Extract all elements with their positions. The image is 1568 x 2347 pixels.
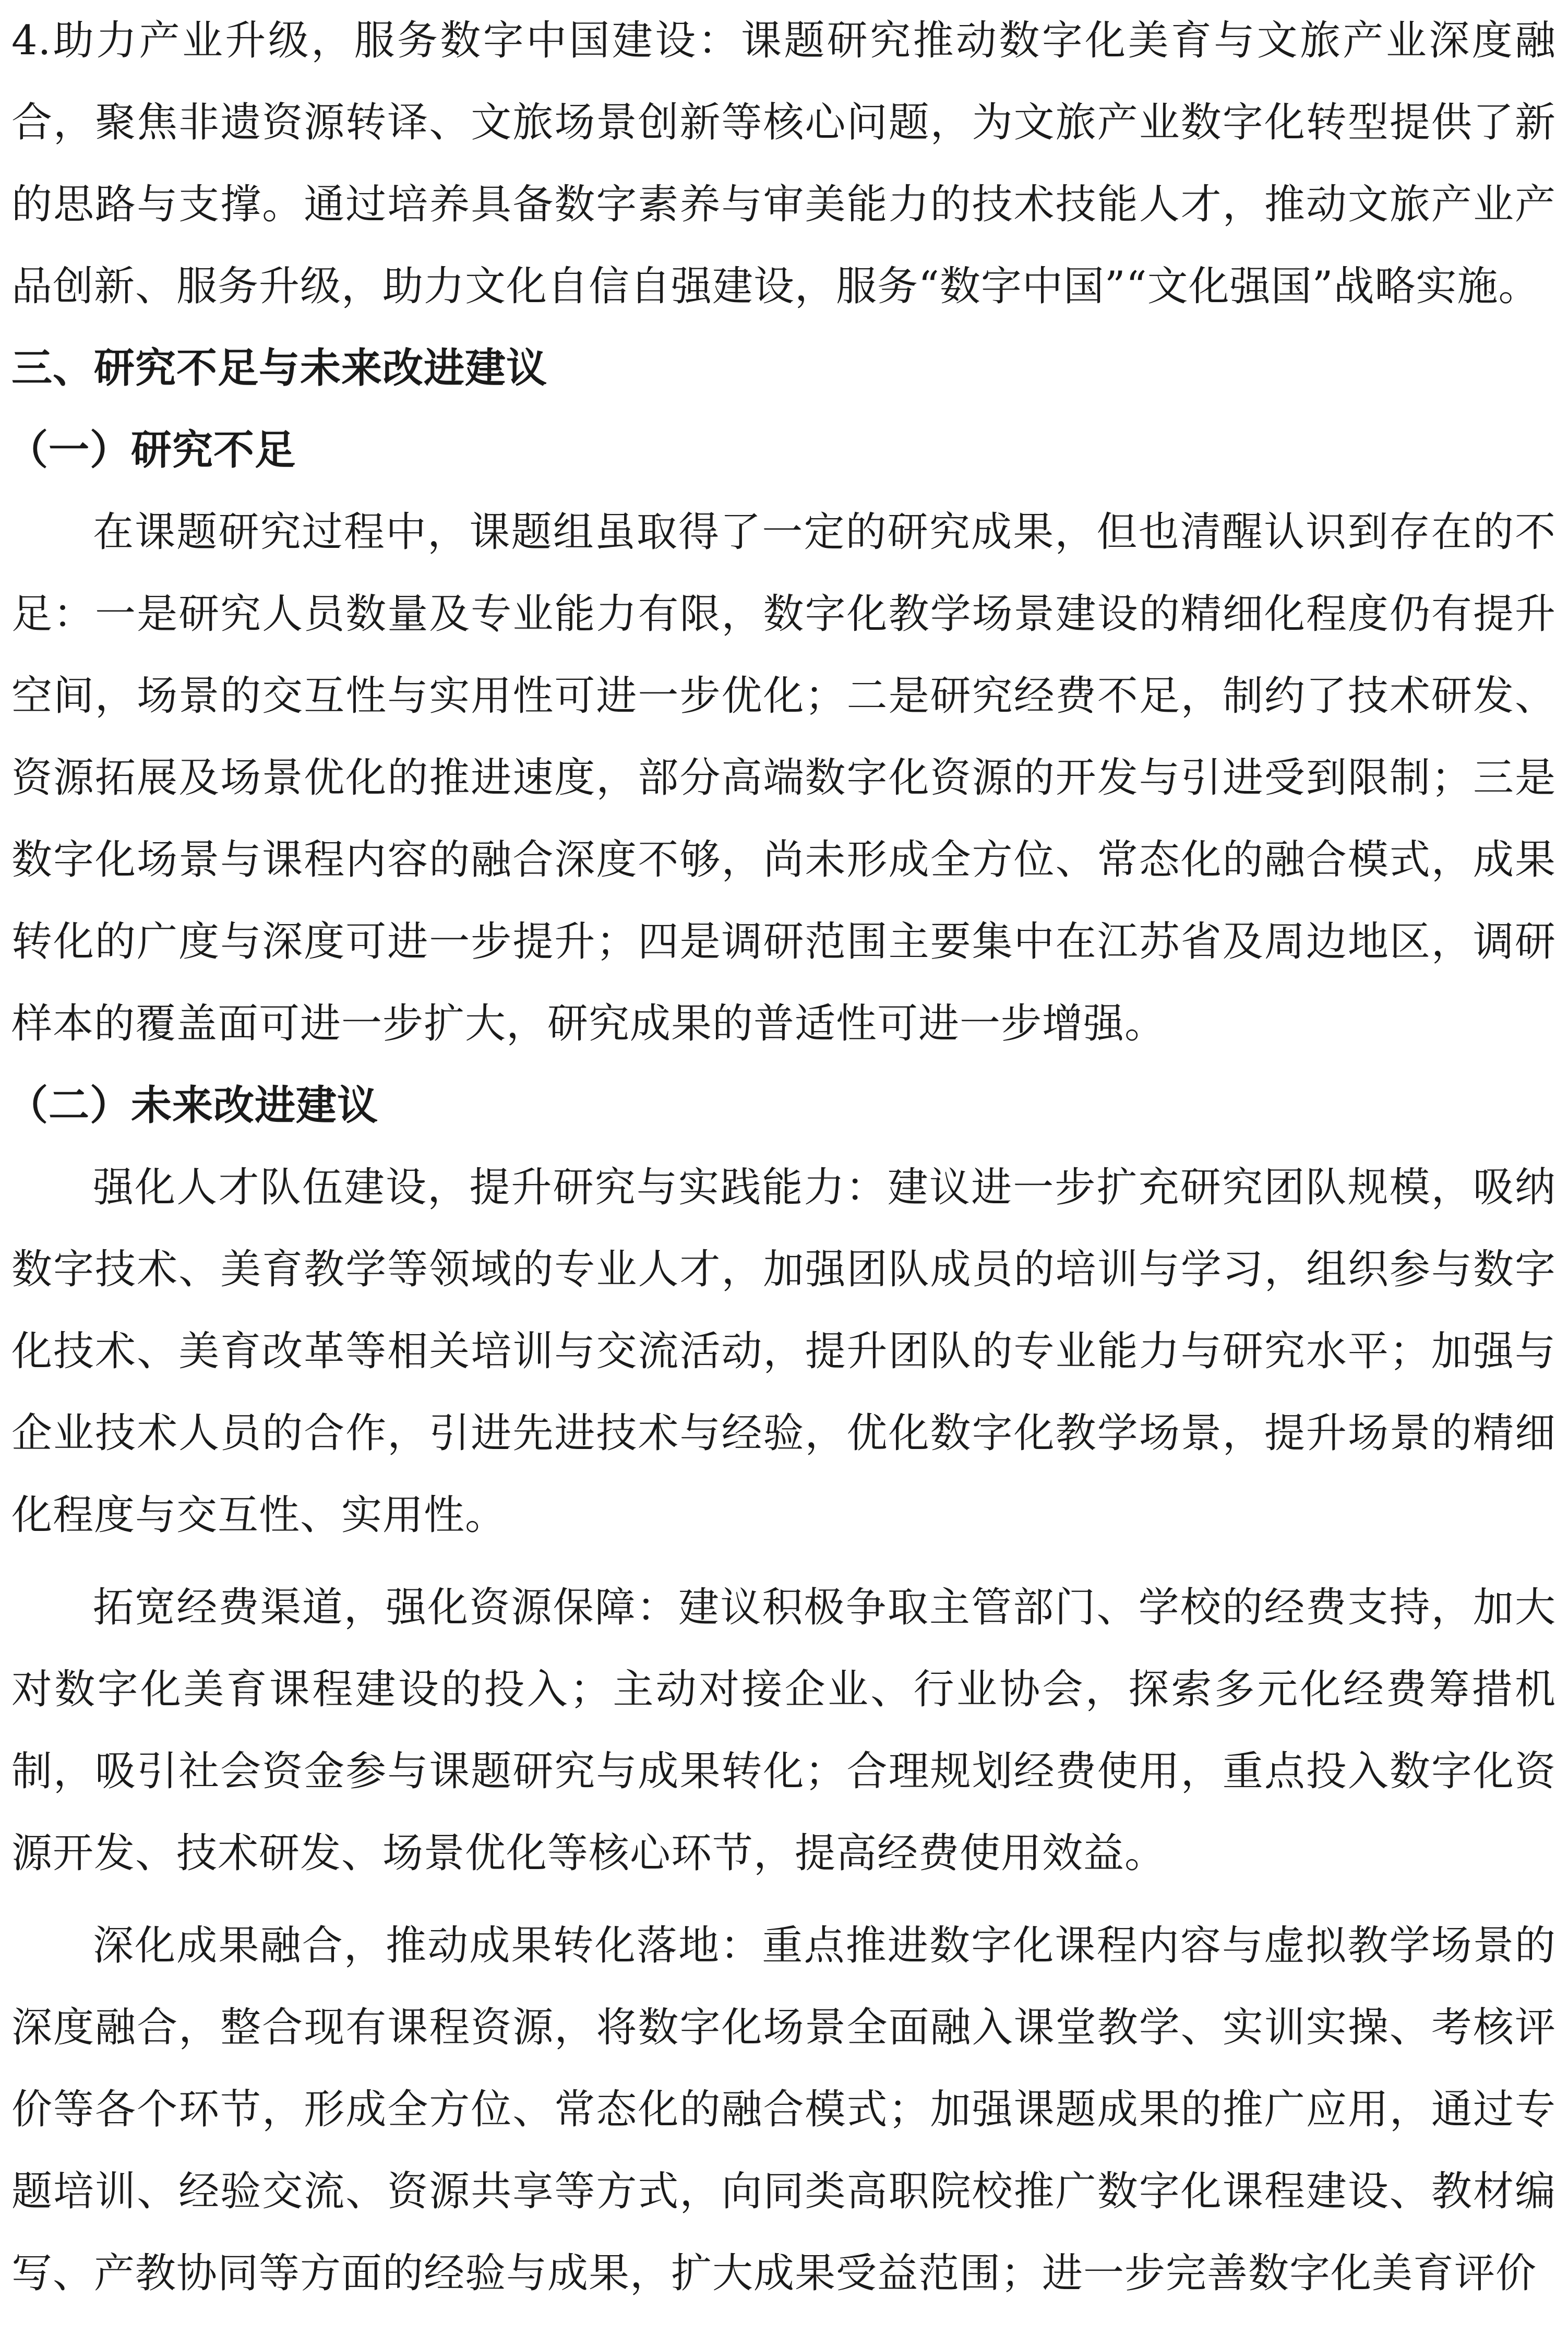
paragraph-talent-team: 强化人才队伍建设，提升研究与实践能力：建议进一步扩充研究团队规模，吸纳数字技术、美育教学等领域的专业人才，加强团队成员的培训与学习，组织参与数字化技术、美育改革等相关培训与交流活动，提升团队的专业能力与研究水平；加强与企业技术人员的合作，引进先进技术与经验，优化数字化教学场景，提升场景的精细化程度与交互性、实用性。 bbox=[11, 1164, 1556, 1539]
subheading-improvement-suggestions: （二）未来改进建议 bbox=[7, 1082, 379, 1129]
document-page bbox=[7, 0, 1556, 2347]
paragraph-funding: 拓宽经费渠道，强化资源保障：建议积极争取主管部门、学校的经费支持，加大对数字化美育课程建设的投入；主动对接企业、行业协会，探索多元化经费筹措机制，吸引社会资金参与课题研究与成果转化；合理规划经费使用，重点投入数字化资源开发、技术研发、场景优化等核心环节，提高经费使用效益。 bbox=[11, 1584, 1556, 1877]
paragraph-industry-upgrade: 4.助力产业升级，服务数字中国建设：课题研究推动数字化美育与文旅产业深度融合，聚焦非遗资源转译、文旅场景创新等核心问题，为文旅产业数字化转型提供了新的思路与支撑。通过培养具备数字素养与审美能力的技术技能人才，推动文旅产业产品创新、服务升级，助力文化自信自强建设，服务“数字中国”“文化强国”战略实施。 bbox=[11, 17, 1556, 310]
subheading-shortcomings: （一）研究不足 bbox=[7, 427, 296, 474]
section-heading-shortcomings-and-suggestions: 三、研究不足与未来改进建议 bbox=[11, 345, 548, 392]
paragraph-achievement-integration: 深化成果融合，推动成果转化落地：重点推进数字化课程内容与虚拟教学场景的深度融合，整合现有课程资源，将数字化场景全面融入课堂教学、实训实操、考核评价等各个环节，形成全方位、常态化的融合模式；加强课题成果的推广应用，通过专题培训、经验交流、资源共享等方式，向同类高职院校推广数字化课程建设、教材编写、产教协同等方面的经验与成果，扩大成果受益范围；进一步完善数字化美育评价 bbox=[11, 1922, 1556, 2297]
paragraph-shortcomings: 在课题研究过程中，课题组虽取得了一定的研究成果，但也清醒认识到存在的不足：一是研究人员数量及专业能力有限，数字化教学场景建设的精细化程度仍有提升空间，场景的交互性与实用性可进一步优化；二是研究经费不足，制约了技术研发、资源拓展及场景优化的推进速度，部分高端数字化资源的开发与引进受到限制；三是数字化场景与课程内容的融合深度不够，尚未形成全方位、常态化的融合模式，成果转化的广度与深度可进一步提升；四是调研范围主要集中在江苏省及周边地区，调研样本的覆盖面可进一步扩大，研究成果的普适性可进一步增强。 bbox=[11, 509, 1556, 1047]
